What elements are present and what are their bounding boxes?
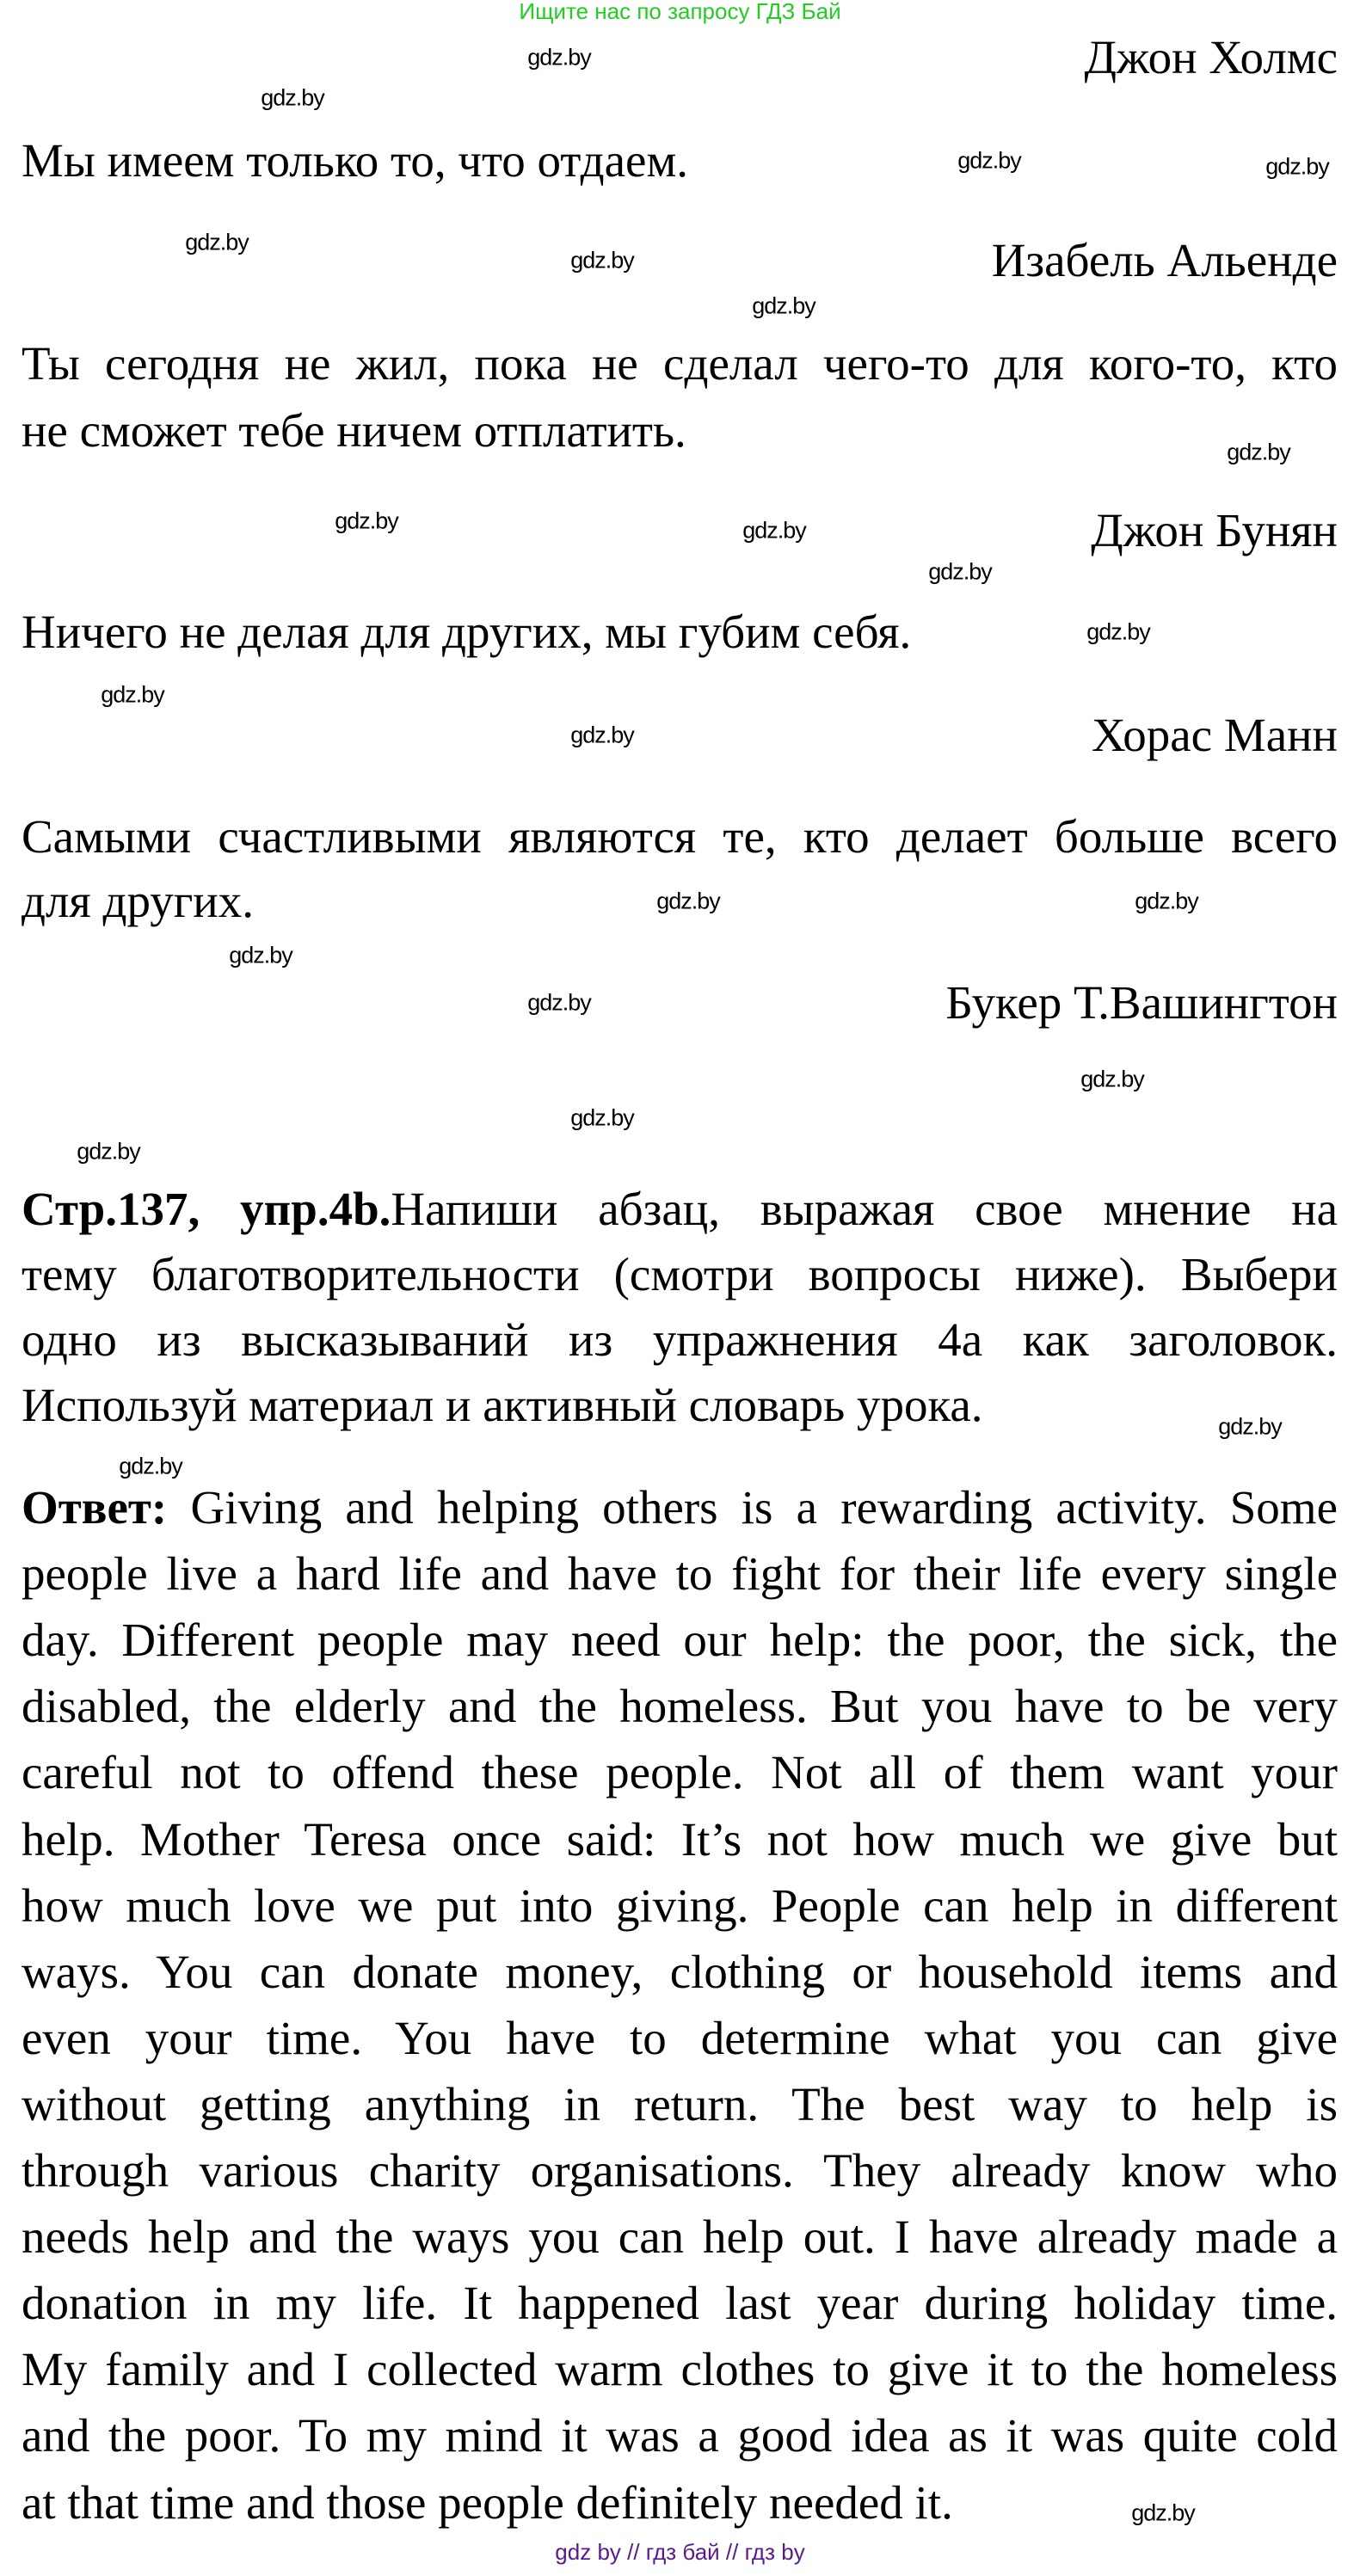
quote-text: Самыми счастливыми являются те, кто делает больше всего <box>22 810 1338 863</box>
watermark: gdz.by <box>656 888 720 914</box>
quote-text: не сможет тебе ничем отплатить. <box>22 404 686 457</box>
watermark: gdz.by <box>119 1453 182 1479</box>
watermark: gdz.by <box>527 989 591 1016</box>
watermark: gdz.by <box>1131 2499 1195 2526</box>
task-label: Стр.137, упр.4b. <box>22 1183 391 1235</box>
quote-author: Изабель Альенде <box>991 234 1338 286</box>
quote-author: Джон Холмс <box>1084 31 1338 83</box>
answer-line <box>22 1481 1338 1534</box>
answer-line: through various charity organisations. They already know who <box>22 2144 1338 2197</box>
answer-line: people live a hard life and have to fight for their life every single <box>22 1547 1338 1601</box>
task-line: тему благотворительности (смотри вопросы ниже). Выбери <box>22 1248 1338 1300</box>
header-link[interactable]: Ищите нас по запросу ГДЗ Бай <box>519 0 841 24</box>
task-text: Напиши абзац, выражая свое мнение на <box>391 1183 1338 1235</box>
watermark: gdz.by <box>1227 439 1290 465</box>
quote-text: Ничего не делая для других, мы губим себя. <box>22 606 912 658</box>
answer-line: careful not to offend these people. Not all of them want your <box>22 1746 1338 1799</box>
answer-line: ways. You can donate money, clothing or household items and <box>22 1945 1338 1998</box>
answer-line: My family and I collected warm clothes to give it to the homeless <box>22 2343 1338 2396</box>
answer-line: donation in my life. It happened last year during holiday time. <box>22 2277 1338 2330</box>
watermark: gdz.by <box>1135 888 1198 914</box>
watermark: gdz.by <box>570 247 634 274</box>
task-line <box>22 1183 1338 1236</box>
quote-text: Ты сегодня не жил, пока не сделал чего-то для кого-то, кто <box>22 337 1338 390</box>
quote-text: Мы имеем только то, что отдаем. <box>22 134 688 187</box>
quote-text: для других. <box>22 875 254 927</box>
watermark: gdz.by <box>742 517 806 544</box>
quote-author: Букер Т.Вашингтон <box>945 976 1338 1029</box>
answer-line: day. Different people may need our help: the poor, the sick, the <box>22 1614 1338 1667</box>
answer-line: needs help and the ways you can help out. I have already made a <box>22 2210 1338 2264</box>
watermark: gdz.by <box>1086 618 1150 645</box>
watermark: gdz.by <box>261 84 324 111</box>
watermark: gdz.by <box>957 147 1021 174</box>
answer-line: and the poor. To my mind it was a good idea as it was quite cold <box>22 2409 1338 2462</box>
watermark: gdz.by <box>1080 1066 1144 1092</box>
task-line: Используй материал и активный словарь урока. <box>22 1379 983 1431</box>
quote-author: Джон Бунян <box>1091 504 1338 556</box>
answer-line: disabled, the elderly and the homeless. But you have to be very <box>22 1680 1338 1733</box>
answer-line: at that time and those people definitely needed it. <box>22 2475 953 2529</box>
task-line: одно из высказываний из упражнения 4а как заголовок. <box>22 1313 1338 1366</box>
watermark: gdz.by <box>1218 1413 1282 1440</box>
answer-line: even your time. You have to determine what you can give <box>22 2011 1338 2064</box>
watermark: gdz.by <box>101 681 164 708</box>
quote-author: Хорас Манн <box>1091 709 1338 761</box>
answer-line: how much love we put into giving. People can help in different <box>22 1878 1338 1932</box>
watermark: gdz.by <box>185 229 249 255</box>
watermark: gdz.by <box>752 292 815 319</box>
answer-text: Giving and helping others is a rewarding activity. Some <box>167 1481 1338 1534</box>
watermark: gdz.by <box>335 507 398 534</box>
watermark: gdz.by <box>527 44 591 71</box>
watermark: gdz.by <box>570 1104 634 1131</box>
answer-line: help. Mother Teresa once said: It’s not how much we give but <box>22 1812 1338 1866</box>
watermark: gdz.by <box>928 558 992 585</box>
footer-link[interactable]: gdz by // гдз бай // гдз by <box>555 2539 805 2565</box>
answer-line: without getting anything in return. The best way to help is <box>22 2077 1338 2130</box>
watermark: gdz.by <box>570 722 634 748</box>
watermark: gdz.by <box>77 1138 140 1165</box>
watermark: gdz.by <box>229 942 292 968</box>
answer-label: Ответ: <box>22 1481 168 1534</box>
watermark: gdz.by <box>1265 153 1329 180</box>
